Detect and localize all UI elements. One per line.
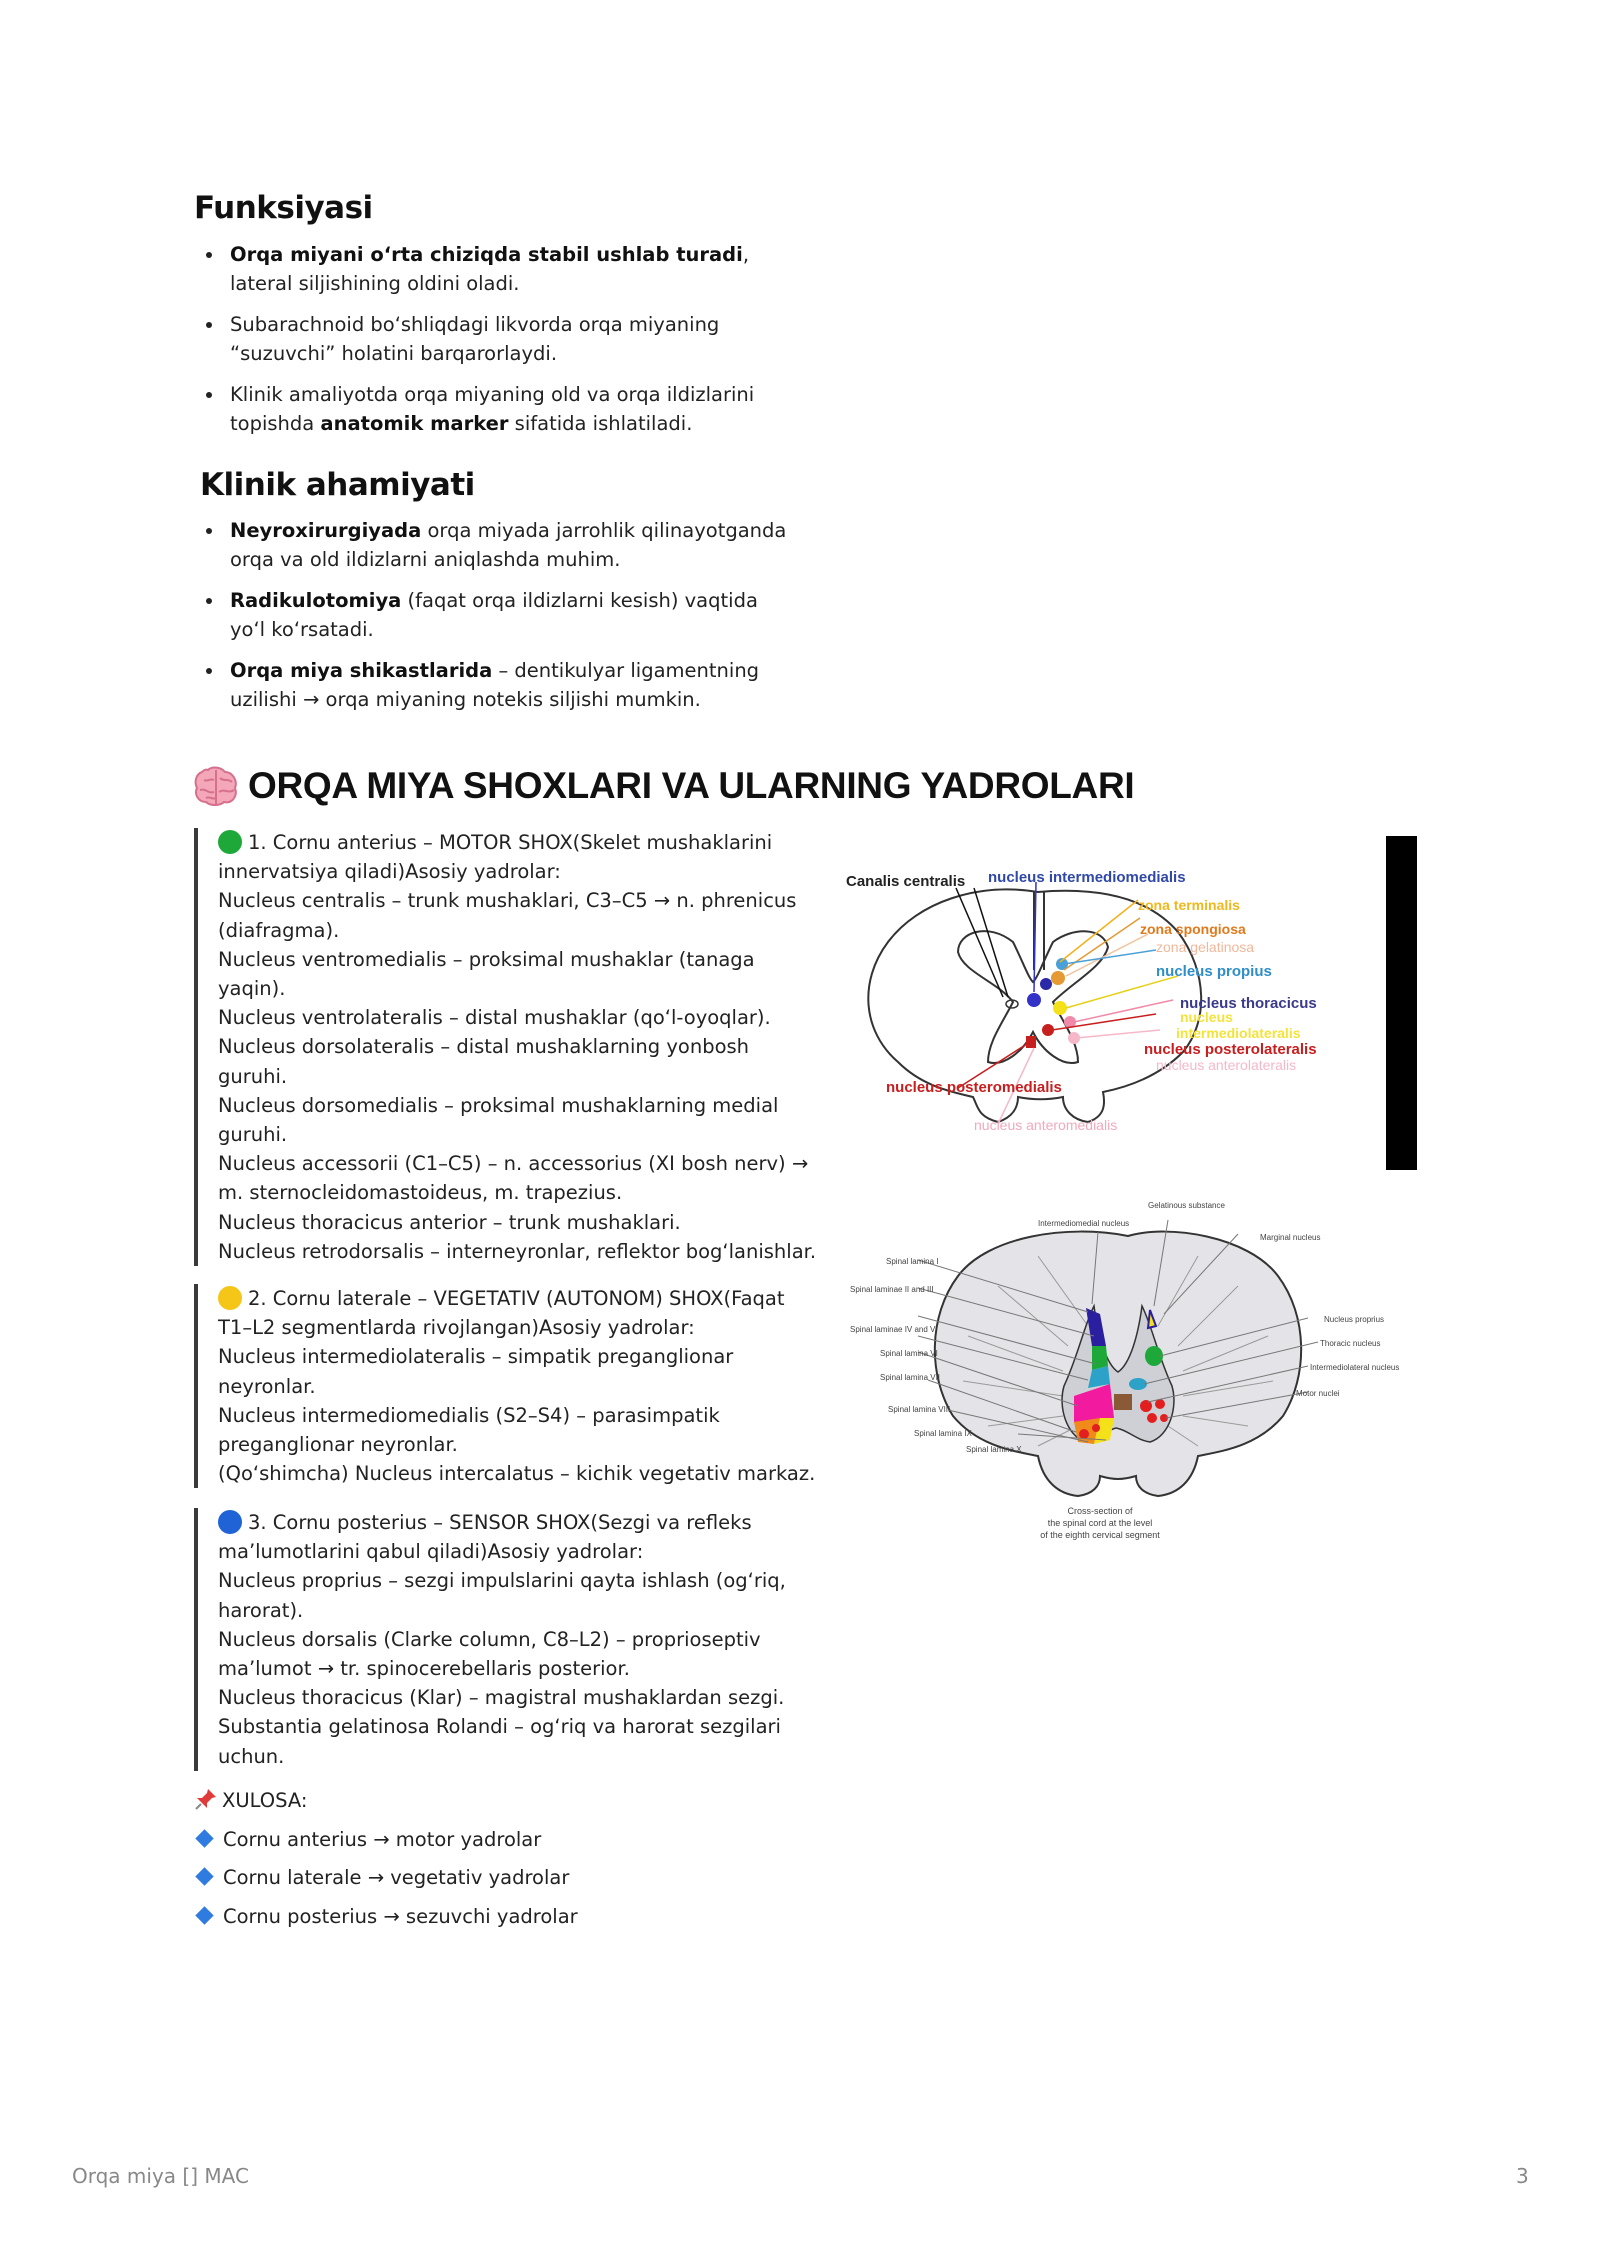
label-thoracic: Thoracic nucleus bbox=[1320, 1339, 1381, 1348]
block-line: Nucleus proprius – sezgi impulslarini qayta ishlash (og‘riq, bbox=[218, 1569, 786, 1593]
label-intermediomedial: Intermediomedial nucleus bbox=[1038, 1219, 1130, 1228]
main-heading-text: ORQA MIYA SHOXLARI VA ULARNING YADROLARI bbox=[248, 765, 1135, 806]
list-item: Orqa miyani o‘rta chiziqda stabil ushlab turadi, lateral siljishining oldini oladi. bbox=[194, 240, 774, 298]
block-line: neyronlar. bbox=[218, 1374, 316, 1398]
block-line: 2. Cornu laterale – VEGETATIV (AUTONOM) SHOX(Faqat bbox=[248, 1287, 785, 1310]
main-heading bbox=[192, 764, 1134, 808]
block-line: Nucleus intermediolateralis – simpatik preganglionar bbox=[218, 1345, 734, 1369]
block-line: Nucleus dorsomedialis – proksimal mushaklarning medial bbox=[218, 1093, 779, 1117]
label-zona-terminalis: zona terminalis bbox=[1138, 897, 1240, 913]
label-lamina6: Spinal lamina VI bbox=[880, 1349, 938, 1358]
label-lamina9: Spinal lamina IX bbox=[914, 1429, 972, 1438]
caption-line-1: Cross-section of bbox=[1067, 1506, 1133, 1516]
label-intermediolateral: Intermediolateral nucleus bbox=[1310, 1363, 1400, 1372]
block-line: Nucleus retrodorsalis – interneyronlar, reflektor bog‘lanishlar. bbox=[218, 1239, 817, 1263]
label-marginal: Marginal nucleus bbox=[1260, 1233, 1321, 1242]
label-lamina10: Spinal lamina X bbox=[966, 1445, 1022, 1454]
xulosa-section bbox=[194, 1782, 578, 1936]
spinal-laminae-diagram bbox=[838, 1196, 1418, 1556]
black-bar bbox=[1386, 836, 1417, 1170]
caption-line-2: the spinal cord at the level bbox=[1047, 1518, 1153, 1528]
blue-diamond-icon bbox=[195, 1829, 213, 1847]
label-posterolateralis: nucleus posterolateralis bbox=[1144, 1041, 1317, 1058]
cornu-anterius-block bbox=[194, 828, 818, 1266]
block-line: Nucleus ventrolateralis – distal mushaklar (qo‘l-oyoqlar). bbox=[218, 1006, 771, 1030]
label-lamina1: Spinal lamina I bbox=[886, 1257, 939, 1266]
label-lamina45: Spinal laminae IV and V bbox=[850, 1325, 936, 1334]
block-line: Nucleus dorsolateralis – distal mushaklarning yonbosh bbox=[218, 1035, 750, 1059]
block-line: (diafragma). bbox=[218, 918, 340, 942]
block-line: ma’lumotlarini qabul qiladi)Asosiy yadrolar: bbox=[218, 1540, 644, 1564]
list-item: Subarachnoid bo‘shliqdagi likvorda orqa miyaning “suzuvchi” holatini barqarorlaydi. bbox=[194, 310, 774, 368]
list-item: Radikulotomiya (faqat orqa ildizlarni kesish) vaqtida yo‘l ko‘rsatadi. bbox=[194, 586, 794, 644]
green-circle-icon bbox=[218, 830, 242, 854]
list-item: Klinik amaliyotda orqa miyaning old va orqa ildizlarini topishda anatomik marker sifatida ishlatiladi. bbox=[194, 380, 774, 438]
list-item: Cornu laterale → vegetativ yadrolar bbox=[194, 1859, 578, 1898]
block-line: guruhi. bbox=[218, 1123, 288, 1147]
block-line: Nucleus intermediomedialis (S2–S4) – parasimpatik bbox=[218, 1403, 720, 1427]
label-thoracicus: nucleus thoracicus bbox=[1180, 995, 1317, 1012]
block-line: T1–L2 segmentlarda rivojlangan)Asosiy yadrolar: bbox=[218, 1316, 695, 1340]
label-intermediomedialis: nucleus intermediomedialis bbox=[988, 869, 1186, 886]
yellow-circle-icon bbox=[218, 1286, 242, 1310]
block-line: Nucleus ventromedialis – proksimal mushaklar (tanaga yaqin). bbox=[218, 947, 755, 1001]
label-proprius: nucleus propius bbox=[1156, 963, 1272, 980]
brain-icon bbox=[192, 764, 240, 808]
block-line: Nucleus thoracicus anterior – trunk mushaklari. bbox=[218, 1210, 681, 1234]
block-line: ma’lumot → tr. spinocerebellaris posterior. bbox=[218, 1657, 630, 1681]
pushpin-icon bbox=[194, 1787, 218, 1811]
block-line: 3. Cornu posterius – SENSOR SHOX(Sezgi va refleks bbox=[248, 1511, 752, 1534]
label-anterolateralis: nucleus anterolateralis bbox=[1156, 1057, 1297, 1073]
blue-circle-icon bbox=[218, 1510, 242, 1534]
footer-title: Orqa miya [] MAC bbox=[72, 2164, 249, 2188]
blue-diamond-icon bbox=[195, 1906, 213, 1924]
label-gelatinous: Gelatinous substance bbox=[1148, 1201, 1225, 1210]
label-zona-spongiosa: zona spongiosa bbox=[1140, 921, 1246, 937]
label-canalis: Canalis centralis bbox=[846, 873, 966, 890]
section-title-klinik: Klinik ahamiyati bbox=[200, 467, 475, 503]
block-line: Nucleus centralis – trunk mushaklari, C3–C5 → n. phrenicus bbox=[218, 889, 797, 913]
block-line: harorat). bbox=[218, 1598, 304, 1622]
block-line: Nucleus thoracicus (Klar) – magistral mushaklardan sezgi. bbox=[218, 1686, 785, 1710]
label-proprius: Nucleus proprius bbox=[1324, 1315, 1385, 1324]
label-lamina7: Spinal lamina VII bbox=[880, 1373, 941, 1382]
spinal-nuclei-diagram bbox=[838, 852, 1358, 1142]
label-zona-gelatinosa: zona gelatinosa bbox=[1156, 939, 1255, 955]
block-line: innervatsiya qiladi)Asosiy yadrolar: bbox=[218, 860, 561, 884]
block-line: Substantia gelatinosa Rolandi – og‘riq va harorat sezgilari bbox=[218, 1715, 781, 1739]
label-anteromedialis: nucleus anteromedialis bbox=[974, 1117, 1118, 1133]
cornu-laterale-block bbox=[194, 1284, 818, 1488]
label-intermediolateralis: intermediolateralis bbox=[1176, 1025, 1301, 1041]
list-item: Cornu posterius → sezuvchi yadrolar bbox=[194, 1898, 578, 1937]
label-lamina8: Spinal lamina VIII bbox=[888, 1405, 951, 1414]
klinik-list bbox=[194, 516, 794, 726]
block-line: m. sternocleidomastoideus, m. trapezius. bbox=[218, 1181, 623, 1205]
label-lamina23: Spinal laminae II and III bbox=[850, 1285, 934, 1294]
block-line: Nucleus accessorii (C1–C5) – n. accessorius (XI bosh nerv) → bbox=[218, 1152, 809, 1176]
xulosa-title: XULOSA: bbox=[194, 1782, 578, 1821]
funksiyasi-list bbox=[194, 240, 774, 450]
block-line: (Qo‘shimcha) Nucleus intercalatus – kichik vegetativ markaz. bbox=[218, 1462, 816, 1486]
block-line: Nucleus dorsalis (Clarke column, C8–L2) – proprioseptiv bbox=[218, 1627, 761, 1651]
block-line: guruhi. bbox=[218, 1064, 288, 1088]
list-item: Orqa miya shikastlarida – dentikulyar ligamentning uzilishi → orqa miyaning notekis siljishi mumkin. bbox=[194, 656, 794, 714]
block-line: preganglionar neyronlar. bbox=[218, 1433, 458, 1457]
label-motor: Motor nuclei bbox=[1296, 1389, 1340, 1398]
label-posteromedialis: nucleus posteromedialis bbox=[886, 1079, 1062, 1096]
blue-diamond-icon bbox=[195, 1867, 213, 1885]
caption-line-3: of the eighth cervical segment bbox=[1040, 1530, 1160, 1540]
cornu-posterius-block bbox=[194, 1508, 818, 1771]
list-item: Cornu anterius → motor yadrolar bbox=[194, 1821, 578, 1860]
label-nucleus: nucleus bbox=[1180, 1009, 1233, 1025]
page-number: 3 bbox=[1516, 2164, 1529, 2188]
list-item: Neyroxirurgiyada orqa miyada jarrohlik qilinayotganda orqa va old ildizlarni aniqlashda muhim. bbox=[194, 516, 794, 574]
section-title-funksiyasi: Funksiyasi bbox=[194, 190, 373, 226]
block-line: 1. Cornu anterius – MOTOR SHOX(Skelet mushaklarini bbox=[248, 831, 773, 854]
block-line: uchun. bbox=[218, 1744, 285, 1768]
